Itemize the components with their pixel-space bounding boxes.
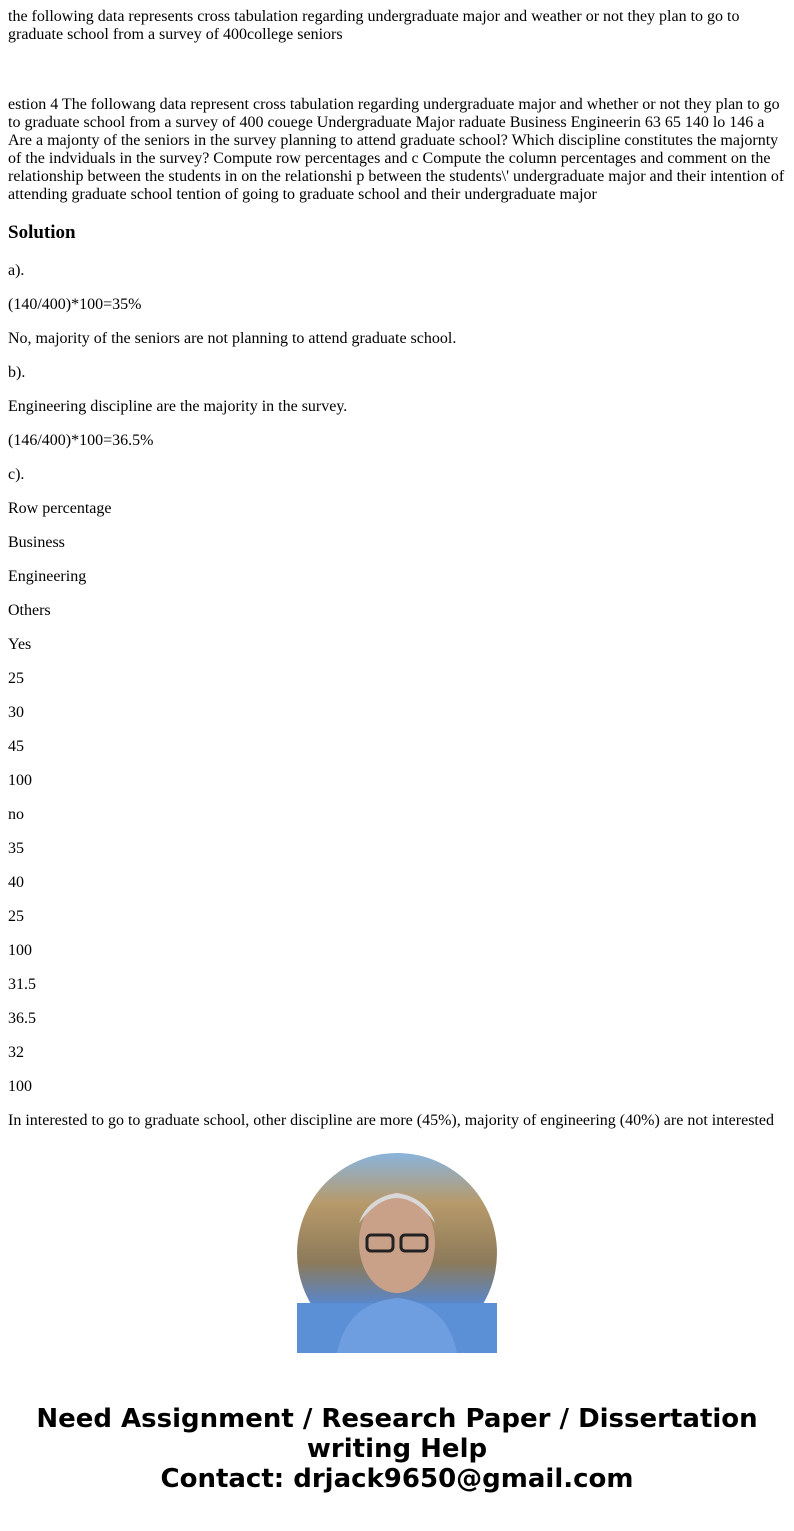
footer-contact[interactable]: Contact: drjack9650@gmail.com xyxy=(160,1464,634,1494)
solution-line: Row percentage xyxy=(8,500,112,517)
solution-line: (146/400)*100=36.5% xyxy=(8,432,154,449)
solution-line: 35 xyxy=(8,840,24,857)
solution-line: 100 xyxy=(8,1078,32,1095)
solution-line: a). xyxy=(8,262,25,279)
solution-line: Engineering discipline are the majority in the survey. xyxy=(8,398,348,415)
solution-line: Business xyxy=(8,534,65,551)
solution-line: no xyxy=(8,806,24,823)
document-content xyxy=(8,8,786,1129)
question-intro: the following data represents cross tabulation regarding undergraduate major and weather or not they plan to go to graduate school from a survey of 400college seniors xyxy=(8,8,740,43)
solution-line: No, majority of the seniors are not planning to attend graduate school. xyxy=(8,330,457,347)
solution-line: 100 xyxy=(8,942,32,959)
solution-line: (140/400)*100=35% xyxy=(8,296,142,313)
question-body: estion 4 The followang data represent cross tabulation regarding undergraduate major and whether or not they plan to go to graduate school from a survey of 400 couege Undergraduate Major raduate Business Engineerin 63 65 140 lo 146 a Are a majonty of the seniors in the survey planning to attend graduate school? Which discipline constitutes the majornty of the indviduals in the survey? Compute row percentages and c Compute the column percentages and comment on the relationship between the students in on the relationshi p between the students\' undergraduate major and their intention of attending graduate school tention of going to graduate school and their undergraduate major xyxy=(8,96,785,203)
solution-line: 25 xyxy=(8,670,24,687)
footer-banner xyxy=(0,1404,794,1494)
solution-line: c). xyxy=(8,466,25,483)
solution-line: 31.5 xyxy=(8,976,36,993)
solution-line: In interested to go to graduate school, other discipline are more (45%), majority of engineering (40%) are not interested xyxy=(8,1112,774,1129)
solution-line: 100 xyxy=(8,772,32,789)
footer-help-text: Need Assignment / Research Paper / Dissertation writing Help xyxy=(36,1404,758,1464)
solution-line: 40 xyxy=(8,874,24,891)
solution-line: Yes xyxy=(8,636,32,653)
solution-line: Others xyxy=(8,602,51,619)
solution-line: b). xyxy=(8,364,26,381)
solution-line: 32 xyxy=(8,1044,24,1061)
solution-line: Engineering xyxy=(8,568,87,585)
solution-line: 45 xyxy=(8,738,24,755)
solution-line: 36.5 xyxy=(8,1010,36,1027)
solution-body xyxy=(8,262,786,1130)
solution-heading: Solution xyxy=(8,222,76,243)
author-avatar xyxy=(297,1153,497,1353)
solution-line: 25 xyxy=(8,908,24,925)
solution-line: 30 xyxy=(8,704,24,721)
